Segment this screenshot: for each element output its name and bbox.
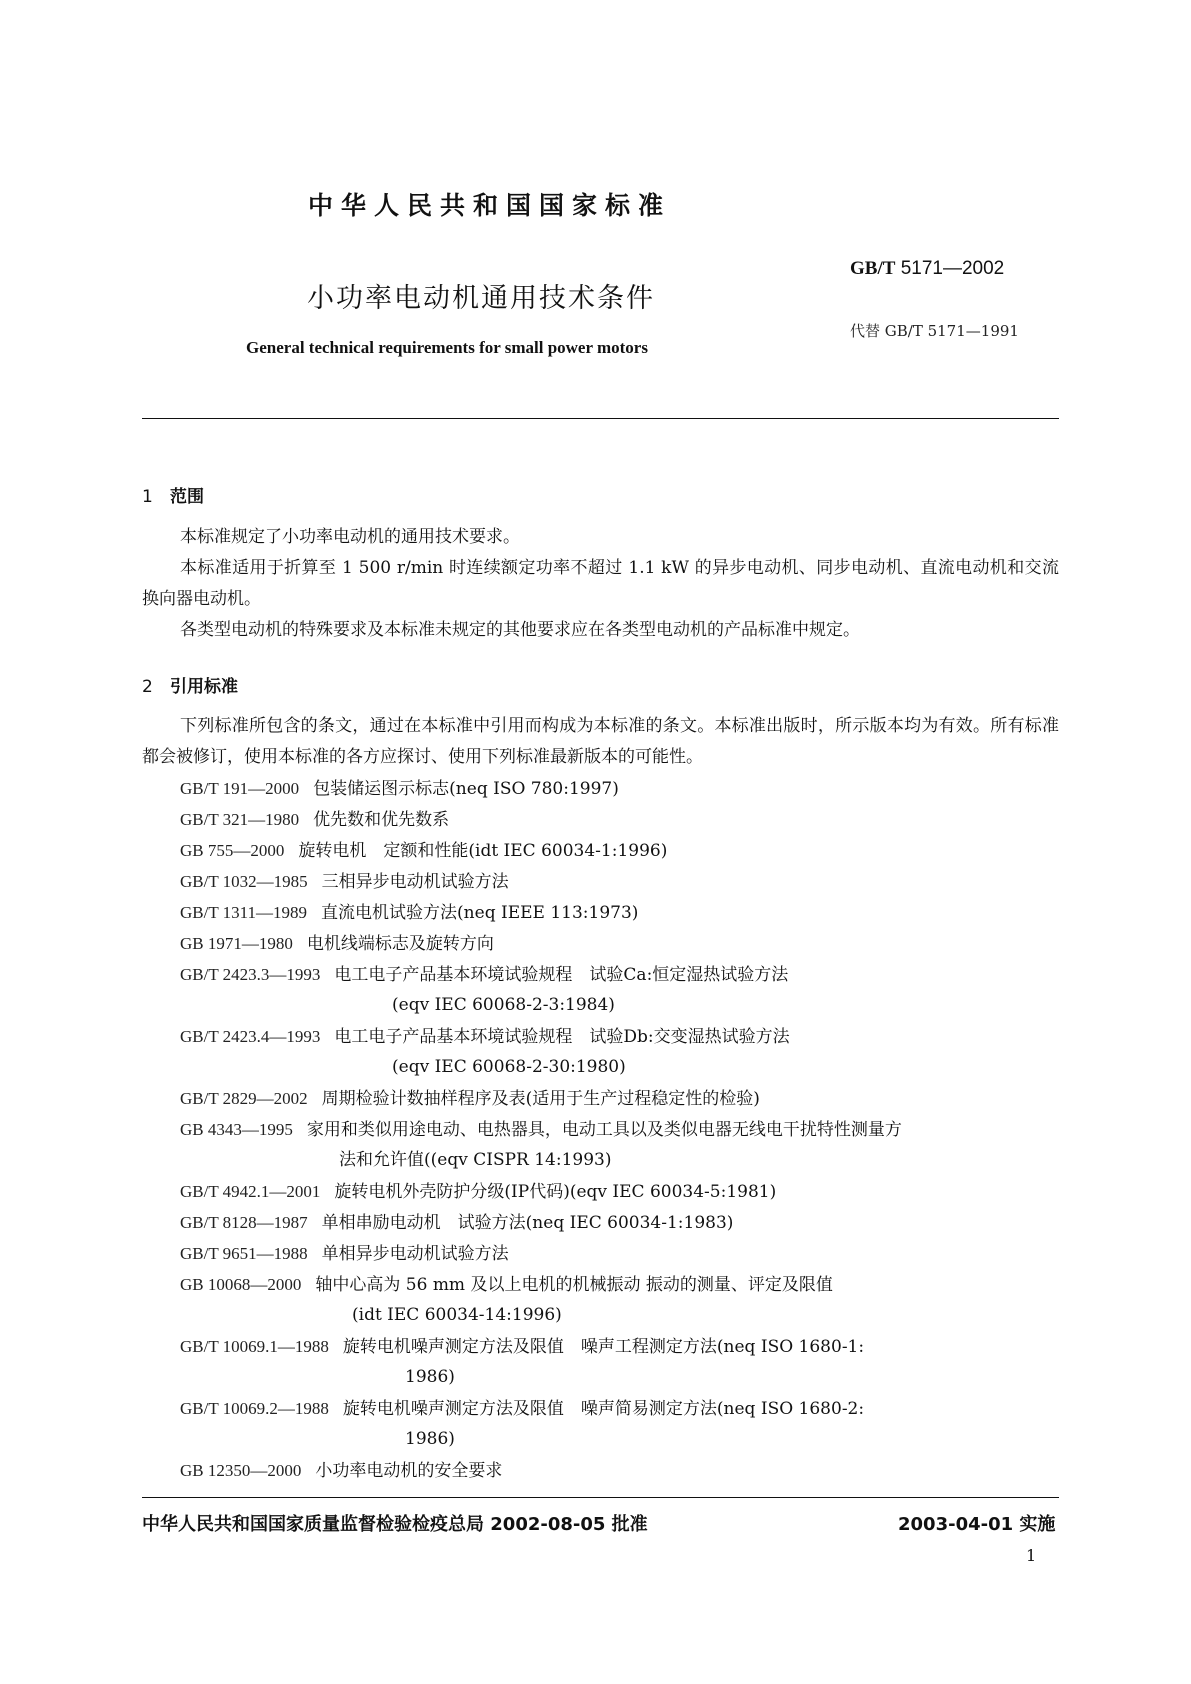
reference-title: 小功率电动机的安全要求 [315, 1461, 503, 1481]
reference-continuation: (idt IEC 60034-14:1996) [352, 1305, 562, 1325]
reference-code: GB/T 10069.2—1988 [180, 1399, 329, 1418]
reference-item [180, 959, 1060, 991]
reference-title: 电工电子产品基本环境试验规程 试验Ca:恒定湿热试验方法 [334, 965, 789, 985]
reference-item [180, 1083, 1060, 1115]
reference-code: GB/T 1311—1989 [180, 903, 308, 922]
reference-title: 优先数和优先数系 [313, 810, 450, 830]
reference-code: GB/T 9651—1988 [180, 1244, 308, 1263]
standard-number [850, 258, 1004, 280]
header-divider [142, 418, 1059, 419]
reference-title: 轴中心高为 56 mm 及以上电机的机械振动 振动的测量、评定及限值 [315, 1275, 833, 1295]
reference-code: GB/T 2829—2002 [180, 1089, 308, 1108]
reference-item [180, 1114, 1060, 1146]
section-2-intro: 下列标准所包含的条文，通过在本标准中引用而构成为本标准的条文。本标准出版时，所示版本均为有效。所有标准都会被修订，使用本标准的各方应探讨、使用下列标准最新版本的可能性。 [142, 716, 1059, 767]
standard-title-cn: 小功率电动机通用技术条件 [307, 283, 655, 314]
reference-title: 单相串励电动机 试验方法(neq IEC 60034-1:1983) [321, 1213, 734, 1233]
standard-number-value: 5171—2002 [900, 258, 1005, 279]
reference-title: 旋转电机噪声测定方法及限值 噪声工程测定方法(neq ISO 1680-1: [342, 1337, 865, 1357]
reference-item [180, 1331, 1060, 1363]
reference-title: 旋转电机外壳防护分级(IP代码)(eqv IEC 60034-5:1981) [334, 1182, 777, 1202]
reference-item [180, 835, 1060, 867]
reference-title: 单相异步电动机试验方法 [321, 1244, 509, 1264]
reference-title: 包装储运图示标志(neq ISO 780:1997) [313, 779, 619, 799]
reference-title: 周期检验计数抽样程序及表(适用于生产过程稳定性的检验) [321, 1089, 760, 1109]
reference-code: GB 10068—2000 [180, 1275, 302, 1294]
reference-item [180, 928, 1060, 960]
reference-code: GB/T 8128—1987 [180, 1213, 308, 1232]
reference-title: 直流电机试验方法(neq IEEE 113:1973) [321, 903, 639, 923]
reference-continuation: 法和允许值((eqv CISPR 14:1993) [339, 1150, 612, 1170]
reference-item [180, 1269, 1060, 1301]
reference-code: GB 12350—2000 [180, 1461, 302, 1480]
reference-code: GB 755—2000 [180, 841, 285, 860]
reference-title: 电工电子产品基本环境试验规程 试验Db:交变湿热试验方法 [334, 1027, 790, 1047]
section-1-paragraph: 本标准规定了小功率电动机的通用技术要求。 [180, 527, 520, 547]
reference-item [180, 1021, 1060, 1053]
reference-code: GB/T 10069.1—1988 [180, 1337, 329, 1356]
reference-item [180, 773, 1060, 805]
standard-prefix: GB/T [850, 258, 896, 279]
reference-item [180, 804, 1060, 836]
reference-continuation: 1986) [405, 1367, 455, 1387]
reference-code: GB/T 4942.1—2001 [180, 1182, 321, 1201]
reference-code: GB/T 321—1980 [180, 810, 300, 829]
reference-title: 旋转电机噪声测定方法及限值 噪声简易测定方法(neq ISO 1680-2: [342, 1399, 865, 1419]
standard-title-en: General technical requirements for small power motors [246, 338, 648, 357]
reference-item [180, 1238, 1060, 1270]
reference-title: 三相异步电动机试验方法 [321, 872, 509, 892]
footer-divider [142, 1497, 1059, 1498]
reference-continuation: (eqv IEC 60068-2-3:1984) [392, 995, 615, 1015]
reference-code: GB/T 191—2000 [180, 779, 300, 798]
section-1-paragraph: 各类型电动机的特殊要求及本标准未规定的其他要求应在各类型电动机的产品标准中规定。 [180, 620, 860, 640]
reference-item [180, 1207, 1060, 1239]
section-2-number: 2 [142, 677, 153, 697]
effective-date: 2003-04-01 实施 [898, 1514, 1056, 1535]
section-2-title: 引用标准 [170, 677, 238, 697]
replaces-note: 代替 GB/T 5171—1991 [850, 322, 1019, 340]
approval-line: 中华人民共和国国家质量监督检验检疫总局 2002-08-05 批准 [142, 1514, 648, 1535]
section-1-heading [142, 482, 204, 507]
reference-item [180, 897, 1060, 929]
page-number: 1 [1026, 1546, 1037, 1565]
reference-item [180, 866, 1060, 898]
reference-continuation: (eqv IEC 60068-2-30:1980) [392, 1057, 626, 1077]
reference-title: 家用和类似用途电动、电热器具，电动工具以及类似电器无线电干扰特性测量方 [306, 1120, 902, 1140]
reference-code: GB/T 2423.3—1993 [180, 965, 321, 984]
reference-item [180, 1176, 1060, 1208]
section-2-heading [142, 672, 238, 697]
reference-continuation: 1986) [405, 1429, 455, 1449]
section-1-paragraph: 本标准适用于折算至 1 500 r/min 时连续额定功率不超过 1.1 kW 的异步电动机、同步电动机、直流电动机和交流换向器电动机。 [142, 558, 1059, 609]
reference-title: 旋转电机 定额和性能(idt IEC 60034-1:1996) [298, 841, 668, 861]
national-standard-heading: 中华人民共和国国家标准 [308, 191, 672, 220]
reference-code: GB 4343—1995 [180, 1120, 293, 1139]
reference-code: GB 1971—1980 [180, 934, 293, 953]
reference-item [180, 1455, 1060, 1487]
reference-title: 电机线端标志及旋转方向 [306, 934, 494, 954]
reference-code: GB/T 2423.4—1993 [180, 1027, 321, 1046]
reference-item [180, 1393, 1060, 1425]
section-1-number: 1 [142, 487, 153, 507]
reference-code: GB/T 1032—1985 [180, 872, 308, 891]
section-1-title: 范围 [170, 487, 204, 507]
